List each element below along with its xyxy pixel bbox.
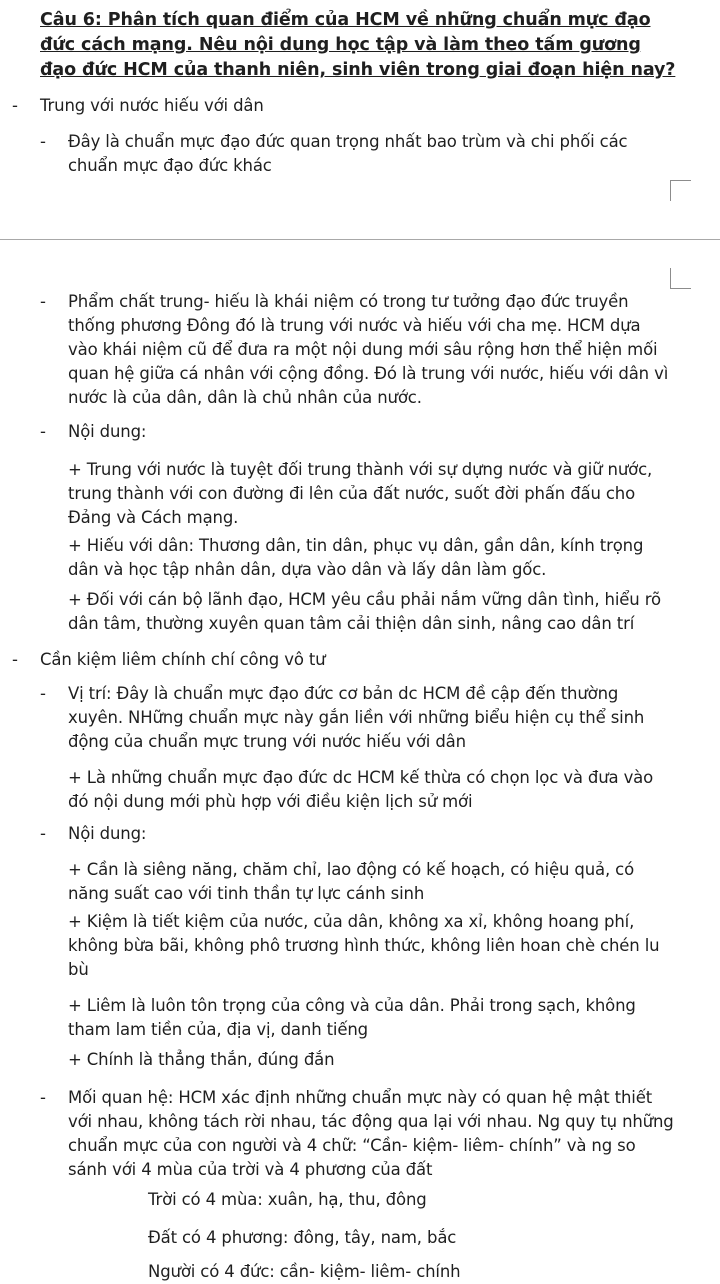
sub-item-loyal-country: + Trung với nước là tuyệt đối trung thành với sự dựng nước và giữ nước, trung thành với con đường đi lên của đất nước, suốt đời phấn đấu cho Đảng và Cách mạng. xyxy=(68,460,653,527)
analogy-seasons: Trời có 4 mùa: xuân, hạ, thu, đông xyxy=(148,1190,427,1209)
paragraph-trung-hieu: Phẩm chất trung- hiếu là khái niệm có trong tư tưởng đạo đức truyền thống phương Đông đó là trung với nước và hiếu với cha mẹ. HCM dựa vào khái niệm cũ để đưa ra một nội dung mới sâu rộng hơn thể hiện mối quan hệ giữa cá nhân với cộng đồng. Đó là trung với nước, hiếu với dân vì nước là của dân, dân là chủ nhân của nước. xyxy=(68,292,669,407)
page-corner-mark xyxy=(670,180,691,201)
paragraph-relationship: Mối quan hệ: HCM xác định những chuẩn mực này có quan hệ mật thiết với nhau, không tách rời nhau, tác động qua lại với nhau. Ng quy tụ những chuẩn mực của con người và 4 chữ: “Cần- kiệm- liêm- chính” và ng so sánh với 4 mùa của trời và 4 phương của đất xyxy=(68,1088,674,1179)
bullet-dash: - xyxy=(40,132,46,151)
sub-item-leaders: + Đối với cán bộ lãnh đạo, HCM yêu cầu phải nắm vững dân tình, hiểu rõ dân tâm, thường xuyên quan tâm cải thiện dân sinh, nâng cao dân trí xyxy=(68,590,661,633)
sub-item-liem: + Liêm là luôn tôn trọng của công và của dân. Phải trong sạch, không tham lam tiền của, địa vị, danh tiếng xyxy=(68,996,636,1039)
section-heading-loyalty: Trung với nước hiếu với dân xyxy=(40,96,264,115)
sub-item-kiem: + Kiệm là tiết kiệm của nước, của dân, không xa xỉ, không hoang phí, không bừa bãi, không phô trương hình thức, không liên hoan chè chén lu bù xyxy=(68,912,660,979)
sub-item-can: + Cần là siêng năng, chăm chỉ, lao động có kế hoạch, có hiệu quả, có năng suất cao với tinh thần tự lực cánh sinh xyxy=(68,860,635,903)
sub-item-filial-people: + Hiếu với dân: Thương dân, tin dân, phục vụ dân, gần dân, kính trọng dân và học tập nhân dân, dựa vào dân và lấy dân làm gốc. xyxy=(68,536,644,579)
bullet-dash: - xyxy=(40,292,46,311)
sub-item-chinh: + Chính là thẳng thắn, đúng đắn xyxy=(68,1050,335,1069)
bullet-dash: - xyxy=(40,824,46,843)
page-corner-mark xyxy=(670,268,691,289)
content-label: Nội dung: xyxy=(68,422,147,441)
paragraph-position: Vị trí: Đây là chuẩn mực đạo đức cơ bản dc HCM đề cập đến thường xuyên. NHững chuẩn mực này gắn liền với những biểu hiện cụ thể sinh động của chuẩn mực trung với nước hiếu với dân xyxy=(68,684,645,751)
bullet-dash: - xyxy=(40,422,46,441)
content-label: Nội dung: xyxy=(68,824,147,843)
sub-item-inheritance: + Là những chuẩn mực đạo đức dc HCM kế thừa có chọn lọc và đưa vào đó nội dung mới phù hợp với điều kiện lịch sử mới xyxy=(68,768,654,811)
page-break-divider xyxy=(0,239,720,240)
bullet-dash: - xyxy=(12,96,18,115)
paragraph-importance: Đây là chuẩn mực đạo đức quan trọng nhất bao trùm và chi phối các chuẩn mực đạo đức khác xyxy=(68,132,628,175)
bullet-dash: - xyxy=(40,1088,46,1107)
bullet-dash: - xyxy=(12,650,18,669)
analogy-directions: Đất có 4 phương: đông, tây, nam, bắc xyxy=(148,1228,457,1247)
section-heading-diligence: Cần kiệm liêm chính chí công vô tư xyxy=(40,650,326,669)
analogy-virtues: Người có 4 đức: cần- kiệm- liêm- chính xyxy=(148,1262,461,1281)
question-title: Câu 6: Phân tích quan điểm của HCM về những chuẩn mực đạo đức cách mạng. Nêu nội dung học tập và làm theo tấm gương đạo đức HCM của thanh niên, sinh viên trong giai đoạn hiện nay? xyxy=(40,10,676,80)
bullet-dash: - xyxy=(40,684,46,703)
